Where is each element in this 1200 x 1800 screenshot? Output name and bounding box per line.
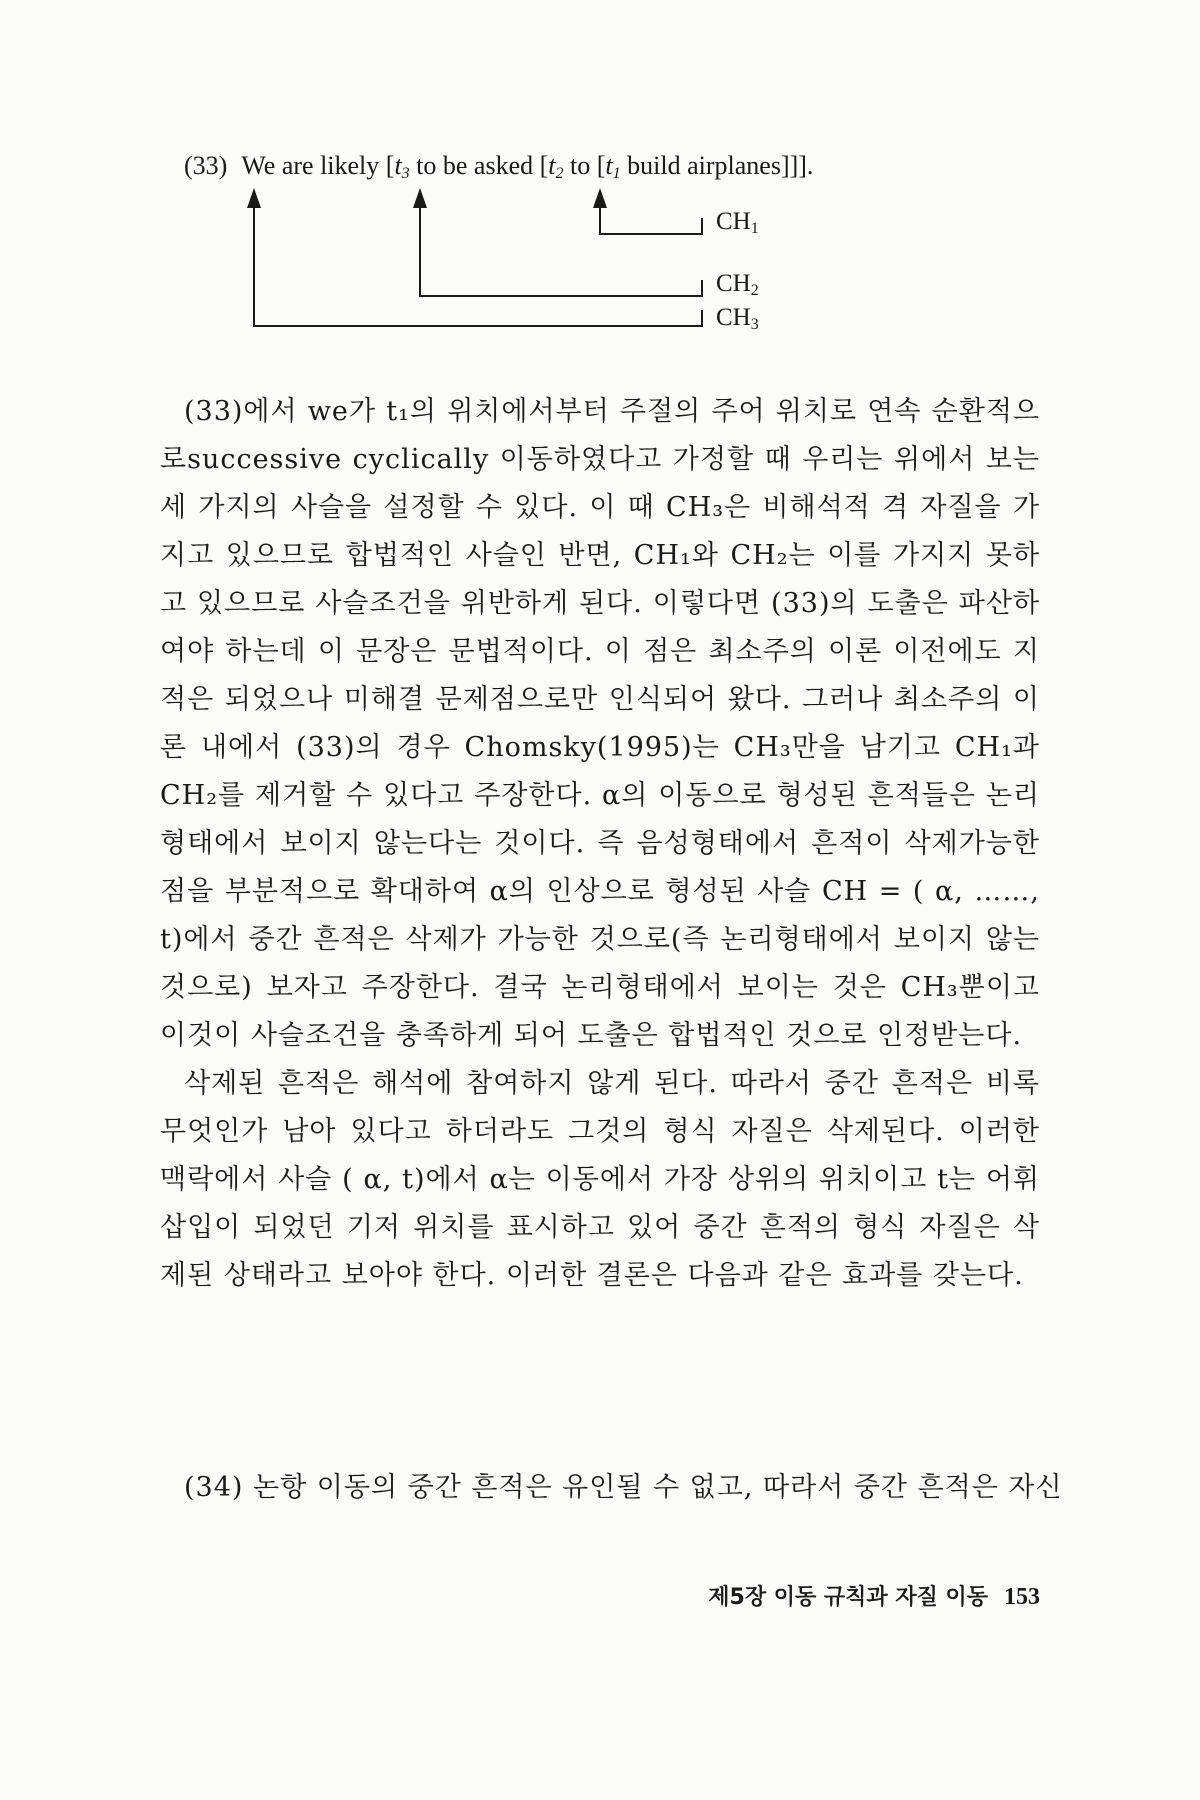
chain-label-ch1: $CH_1$ [716, 208, 759, 237]
example-segment: to be asked [ [409, 151, 549, 180]
chain-line-ch3 [254, 202, 702, 326]
paragraph-1: (33)에서 we가 t₁의 위치에서부터 주절의 주어 위치로 연속 순환적으로successive cyclically 이동하였다고 가정할 때 우리는 위에서 보는 세 가지의 사슬을 설정할 수 있다. 이 때 CH₃은 비해석적 격 자질을 가지고 있으므로 합법적인 사슬인 반면, CH₁와 CH₂는 이를 가지지 못하고 있으므로 사슬조건을 위반하게 된다. 이렇다면 (33)의 도출은 파산하여야 하는데 이 문장은 문법적이다. 이 점은 최소주의 이론 이전에도 지적은 되었으나 미해결 문제점으로만 인식되어 왔다. 그러나 최소주의 이론 내에서 (33)의 경우 Chomsky(1995)는 CH₃만을 남기고 CH₁과 CH₂를 제거할 수 있다고 주장한다. α의 이동으로 형성된 흔적들은 논리형태에서 보이지 않는다는 것이다. 즉 음성형태에서 흔적이 삭제가능한 점을 부분적으로 확대하여 α의 인상으로 형성된 사슬 CH = ( α, ……, t)에서 중간 흔적은 삭제가 가능한 것으로(즉 논리형태에서 보이지 않는 것으로) 보자고 주장한다. 결국 논리형태에서 보이는 것은 CH₃뿐이고 이것이 사슬조건을 충족하게 되어 도출은 합법적인 것으로 인정받는다. [160, 396, 1040, 1051]
chain-label-ch3: $CH_3$ [716, 304, 759, 333]
example-34-text: 논항 이동의 중간 흔적은 유인될 수 없고, 따라서 중간 흔적은 자신 [253, 1472, 1063, 1503]
chain-label-ch2: $CH_2$ [716, 270, 759, 299]
trace-t3: $t_3$ [394, 151, 410, 182]
page-footer [708, 1580, 1040, 1611]
body-text [160, 388, 1040, 1300]
trace-t2: $t_2$ [548, 151, 564, 182]
chain-line-ch1 [600, 202, 702, 234]
arrowhead-ch1 [593, 188, 607, 208]
page-number: 153 [1004, 1584, 1040, 1610]
chain-diagram [0, 0, 1200, 360]
trace-t1: $t_1$ [605, 151, 621, 182]
example-segment: build airplanes]]]. [620, 151, 814, 180]
paragraph-2: 삭제된 흔적은 해석에 참여하지 않게 된다. 따라서 중간 흔적은 비록 무엇인가 남아 있다고 하더라도 그것의 형식 자질은 삭제된다. 이러한 맥락에서 사슬 ( α, t)에서 α는 이동에서 가장 상위의 위치이고 t는 어휘 삽입이 되었던 기저 위치를 표시하고 있어 중간 흔적의 형식 자질은 삭제된 상태라고 보아야 한다. 이러한 결론은 다음과 같은 효과를 갖는다. [160, 1068, 1040, 1291]
example-34 [184, 1468, 1063, 1508]
example-number: (34) [184, 1472, 244, 1503]
chain-line-ch2 [420, 202, 702, 296]
chapter-title: 제5장 이동 규칙과 자질 이동 [708, 1585, 988, 1610]
example-segment: to [ [563, 151, 606, 180]
arrowhead-ch2 [413, 188, 427, 208]
example-number: (33) [184, 151, 228, 180]
example-segment: We are likely [ [241, 151, 395, 180]
arrowhead-ch3 [247, 188, 261, 208]
